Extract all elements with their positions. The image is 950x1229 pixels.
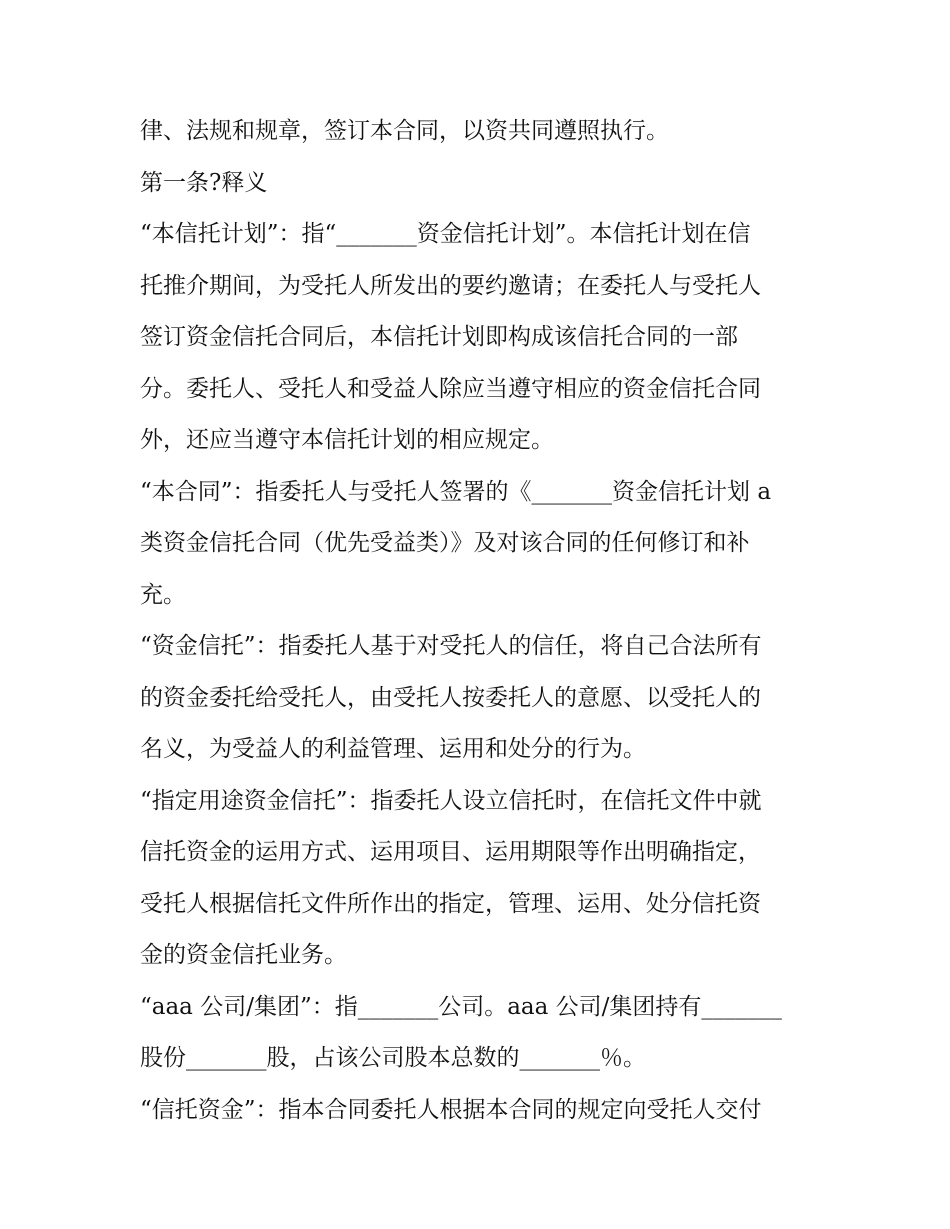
text-line: 律、法规和规章，签订本合同，以资共同遵照执行。 [140, 118, 669, 144]
text-line: “信托资金”：指本合同委托人根据本合同的规定向受托人交付 [140, 1096, 762, 1123]
text-line: 受托人根据信托文件所作出的指定，管理、运用、处分信托资 [140, 890, 761, 917]
text-line: 金的资金信托业务。 [140, 942, 347, 968]
text-line: 的资金委托给受托人，由受托人按委托人的意愿、以受托人的 [140, 684, 761, 711]
text-line: 分。委托人、受托人和受益人除应当遵守相应的资金信托合同 [140, 375, 761, 402]
text-line: “aaa 公司/集团”：指_______公司。aaa 公司/集团持有_______ [140, 993, 782, 1020]
text-line: 外，还应当遵守本信托计划的相应规定。 [140, 427, 554, 453]
text-line: 托推介期间，为受托人所发出的要约邀请；在委托人与受托人 [140, 272, 761, 299]
text-line: “本信托计划”：指“_______资金信托计划”。本信托计划在信 [140, 221, 751, 247]
text-line: 签订资金信托合同后，本信托计划即构成该信托合同的一部 [140, 324, 738, 350]
text-line: 信托资金的运用方式、运用项目、运用期限等作出明确指定， [140, 839, 761, 865]
text-line: 类资金信托合同（优先受益类）》及对该合同的任何修订和补 [140, 530, 750, 556]
text-line: 名义，为受益人的利益管理、运用和处分的行为。 [140, 736, 646, 762]
text-line: “指定用途资金信托”：指委托人设立信托时，在信托文件中就 [140, 787, 762, 814]
section-heading: 第一条?释义 [140, 169, 268, 196]
text-line: “资金信托”：指委托人基于对受托人的信任，将自己合法所有 [140, 633, 762, 659]
text-line: “本合同”：指委托人与受托人签署的《_______资金信托计划 a [140, 478, 772, 505]
text-line: 充。 [140, 581, 186, 608]
document-body [140, 106, 820, 1136]
text-line: 股份_______股，占该公司股本总数的_______％。 [140, 1045, 646, 1071]
